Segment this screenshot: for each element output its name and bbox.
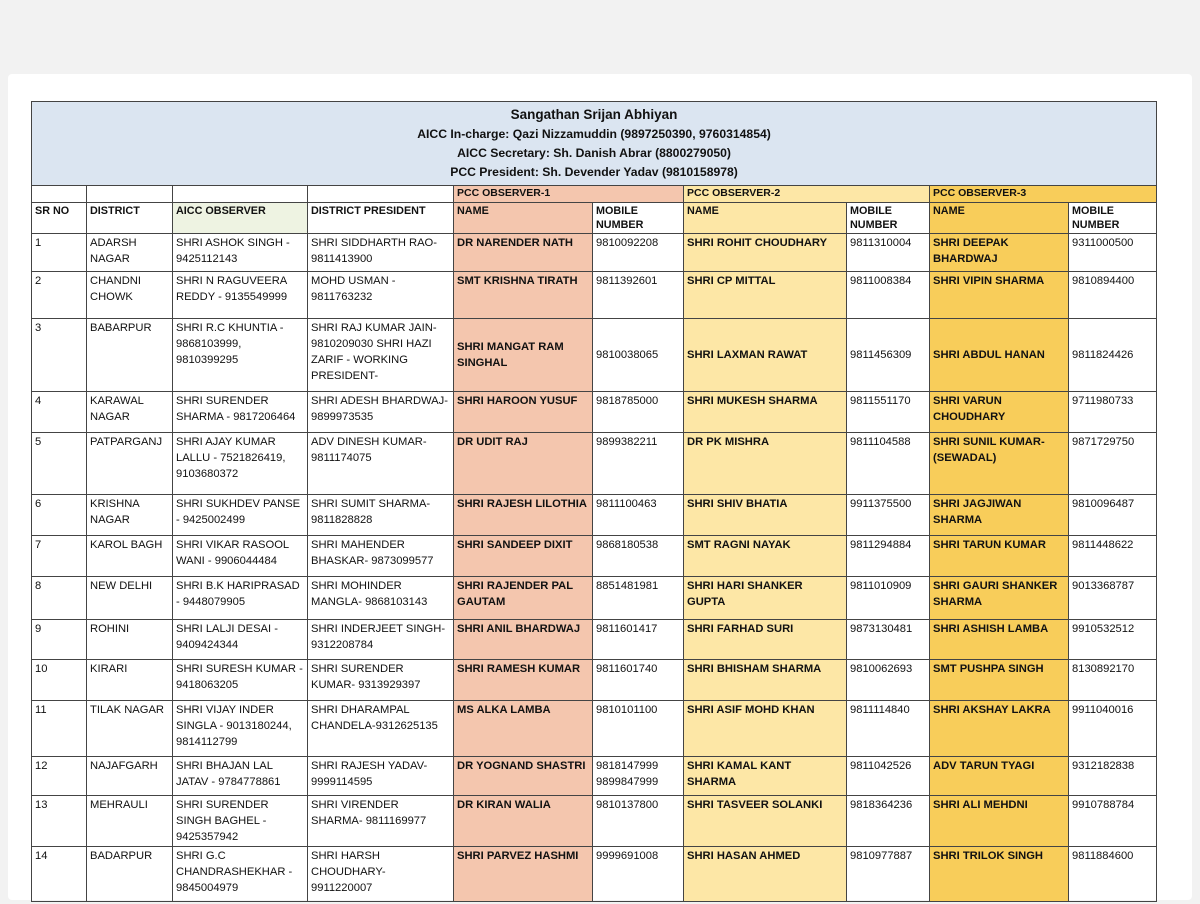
cell-observer-1-mobile: 9810137800 <box>593 796 684 847</box>
cell-observer-1-name: MS ALKA LAMBA <box>454 701 593 757</box>
cell-observer-1-name: DR NARENDER NATH <box>454 234 593 272</box>
blank-cell <box>173 186 308 203</box>
cell-observer-2-mobile: 9811551170 <box>847 392 930 433</box>
cell-observer-2-mobile: 9810977887 <box>847 847 930 902</box>
cell-observer-1-name: SHRI ANIL BHARDWAJ <box>454 620 593 660</box>
aicc-incharge: AICC In-charge: Qazi Nizzamuddin (9897250390, 9760314854) <box>417 127 771 141</box>
cell-srno: 8 <box>32 577 87 620</box>
cell-district: NEW DELHI <box>87 577 173 620</box>
cell-district: ADARSH NAGAR <box>87 234 173 272</box>
table-row <box>32 536 1157 577</box>
cell-district: BABARPUR <box>87 319 173 392</box>
cell-observer-2-mobile: 9811008384 <box>847 272 930 319</box>
cell-district: CHANDNI CHOWK <box>87 272 173 319</box>
cell-district: ROHINI <box>87 620 173 660</box>
cell-observer-2-mobile: 9811104588 <box>847 433 930 495</box>
cell-observer-1-mobile: 9868180538 <box>593 536 684 577</box>
blank-cell <box>32 186 87 203</box>
cell-observer-1-mobile: 9811100463 <box>593 495 684 536</box>
cell-srno: 14 <box>32 847 87 902</box>
cell-srno: 12 <box>32 757 87 796</box>
cell-observer-2-name: SHRI MUKESH SHARMA <box>684 392 847 433</box>
col-mobile-1: MOBILE NUMBER <box>593 203 684 234</box>
cell-observer-3-name: SHRI ALI MEHDNI <box>930 796 1069 847</box>
aicc-secretary: AICC Secretary: Sh. Danish Abrar (8800279050) <box>457 146 731 160</box>
cell-observer-3-name: SHRI AKSHAY LAKRA <box>930 701 1069 757</box>
cell-district-president: SHRI ADESH BHARDWAJ- 9899973535 <box>308 392 454 433</box>
cell-srno: 11 <box>32 701 87 757</box>
cell-district: KRISHNA NAGAR <box>87 495 173 536</box>
cell-aicc-observer: SHRI LALJI DESAI - 9409424344 <box>173 620 308 660</box>
cell-observer-2-name: SHRI TASVEER SOLANKI <box>684 796 847 847</box>
cell-observer-1-mobile: 9811601417 <box>593 620 684 660</box>
cell-district: KAROL BAGH <box>87 536 173 577</box>
cell-district-president: SHRI MAHENDER BHASKAR- 9873099577 <box>308 536 454 577</box>
cell-aicc-observer: SHRI N RAGUVEERA REDDY - 9135549999 <box>173 272 308 319</box>
cell-aicc-observer: SHRI VIJAY INDER SINGLA - 9013180244, 9814112799 <box>173 701 308 757</box>
cell-observer-3-name: SMT PUSHPA SINGH <box>930 660 1069 701</box>
cell-aicc-observer: SHRI B.K HARIPRASAD - 9448079905 <box>173 577 308 620</box>
group-observer-3: PCC OBSERVER-3 <box>930 186 1157 203</box>
cell-observer-2-name: SMT RAGNI NAYAK <box>684 536 847 577</box>
cell-observer-3-mobile: 9311000500 <box>1069 234 1157 272</box>
cell-observer-1-mobile: 8851481981 <box>593 577 684 620</box>
col-mobile-3: MOBILE NUMBER <box>1069 203 1157 234</box>
cell-observer-2-mobile: 9811042526 <box>847 757 930 796</box>
table-row <box>32 392 1157 433</box>
cell-district-president: SHRI RAJ KUMAR JAIN- 9810209030 SHRI HAZI ZARIF - WORKING PRESIDENT- <box>308 319 454 392</box>
col-mobile-2: MOBILE NUMBER <box>847 203 930 234</box>
cell-district-president: SHRI HARSH CHOUDHARY- 9911220007 <box>308 847 454 902</box>
col-aicc-observer: AICC OBSERVER <box>173 203 308 234</box>
cell-observer-3-name: SHRI ABDUL HANAN <box>930 319 1069 392</box>
col-district-president: DISTRICT PRESIDENT <box>308 203 454 234</box>
col-district: DISTRICT <box>87 203 173 234</box>
cell-observer-3-name: SHRI JAGJIWAN SHARMA <box>930 495 1069 536</box>
cell-observer-1-name: SHRI RAJENDER PAL GAUTAM <box>454 577 593 620</box>
cell-observer-1-mobile: 9810101100 <box>593 701 684 757</box>
cell-observer-1-mobile: 9899382211 <box>593 433 684 495</box>
group-observer-1: PCC OBSERVER-1 <box>454 186 684 203</box>
cell-observer-3-name: SHRI TARUN KUMAR <box>930 536 1069 577</box>
table-row <box>32 660 1157 701</box>
cell-aicc-observer: SHRI BHAJAN LAL JATAV - 9784778861 <box>173 757 308 796</box>
table-row <box>32 319 1157 392</box>
cell-observer-2-mobile: 9873130481 <box>847 620 930 660</box>
cell-observer-1-name: SHRI RAJESH LILOTHIA <box>454 495 593 536</box>
cell-srno: 7 <box>32 536 87 577</box>
cell-aicc-observer: SHRI G.C CHANDRASHEKHAR - 9845004979 <box>173 847 308 902</box>
cell-district-president: SHRI DHARAMPAL CHANDELA-9312625135 <box>308 701 454 757</box>
cell-observer-3-mobile: 9910532512 <box>1069 620 1157 660</box>
table-row <box>32 433 1157 495</box>
cell-district: KIRARI <box>87 660 173 701</box>
cell-observer-1-name: SHRI MANGAT RAM SINGHAL <box>454 319 593 392</box>
title-row <box>32 102 1157 186</box>
cell-observer-2-mobile: 9811456309 <box>847 319 930 392</box>
cell-observer-3-name: ADV TARUN TYAGI <box>930 757 1069 796</box>
pcc-president: PCC President: Sh. Devender Yadav (9810158978) <box>450 165 738 179</box>
cell-observer-3-name: SHRI VIPIN SHARMA <box>930 272 1069 319</box>
cell-observer-2-mobile: 9810062693 <box>847 660 930 701</box>
cell-observer-3-mobile: 9810096487 <box>1069 495 1157 536</box>
table-row <box>32 847 1157 902</box>
cell-observer-3-mobile: 9911040016 <box>1069 701 1157 757</box>
cell-observer-2-name: SHRI CP MITTAL <box>684 272 847 319</box>
cell-observer-1-name: SHRI HAROON YUSUF <box>454 392 593 433</box>
cell-observer-3-mobile: 9871729750 <box>1069 433 1157 495</box>
cell-srno: 9 <box>32 620 87 660</box>
cell-observer-3-name: SHRI TRILOK SINGH <box>930 847 1069 902</box>
cell-observer-3-mobile: 9013368787 <box>1069 577 1157 620</box>
cell-observer-2-name: SHRI BHISHAM SHARMA <box>684 660 847 701</box>
table-row <box>32 577 1157 620</box>
cell-observer-3-name: SHRI GAURI SHANKER SHARMA <box>930 577 1069 620</box>
cell-district-president: SHRI MOHINDER MANGLA- 9868103143 <box>308 577 454 620</box>
cell-observer-2-name: SHRI HASAN AHMED <box>684 847 847 902</box>
cell-district: NAJAFGARH <box>87 757 173 796</box>
cell-observer-1-mobile: 9999691008 <box>593 847 684 902</box>
cell-observer-1-name: DR KIRAN WALIA <box>454 796 593 847</box>
title-block <box>32 102 1157 186</box>
cell-observer-3-mobile: 9811448622 <box>1069 536 1157 577</box>
cell-srno: 10 <box>32 660 87 701</box>
cell-observer-2-name: SHRI KAMAL KANT SHARMA <box>684 757 847 796</box>
table-row <box>32 234 1157 272</box>
cell-observer-1-mobile: 9810092208 <box>593 234 684 272</box>
cell-srno: 13 <box>32 796 87 847</box>
cell-observer-3-mobile: 9910788784 <box>1069 796 1157 847</box>
cell-aicc-observer: SHRI R.C KHUNTIA - 9868103999, 9810399295 <box>173 319 308 392</box>
cell-district-president: SHRI VIRENDER SHARMA- 9811169977 <box>308 796 454 847</box>
cell-district-president: SHRI SUMIT SHARMA- 9811828828 <box>308 495 454 536</box>
observer-table <box>31 101 1157 902</box>
table-row <box>32 495 1157 536</box>
cell-district-president: MOHD USMAN - 9811763232 <box>308 272 454 319</box>
column-header-row <box>32 203 1157 234</box>
cell-observer-1-mobile: 9810038065 <box>593 319 684 392</box>
cell-aicc-observer: SHRI SURESH KUMAR - 9418063205 <box>173 660 308 701</box>
cell-observer-3-mobile: 9810894400 <box>1069 272 1157 319</box>
cell-observer-1-name: SHRI PARVEZ HASHMI <box>454 847 593 902</box>
cell-district: PATPARGANJ <box>87 433 173 495</box>
col-name-1: NAME <box>454 203 593 234</box>
cell-srno: 2 <box>32 272 87 319</box>
cell-district-president: ADV DINESH KUMAR- 9811174075 <box>308 433 454 495</box>
cell-observer-2-name: SHRI ROHIT CHOUDHARY <box>684 234 847 272</box>
cell-observer-3-name: SHRI SUNIL KUMAR- (SEWADAL) <box>930 433 1069 495</box>
cell-observer-1-name: DR YOGNAND SHASTRI <box>454 757 593 796</box>
cell-observer-1-mobile: 9818785000 <box>593 392 684 433</box>
cell-observer-2-mobile: 9811294884 <box>847 536 930 577</box>
cell-district: KARAWAL NAGAR <box>87 392 173 433</box>
cell-srno: 3 <box>32 319 87 392</box>
table-row <box>32 620 1157 660</box>
cell-observer-1-name: DR UDIT RAJ <box>454 433 593 495</box>
cell-observer-3-mobile: 8130892170 <box>1069 660 1157 701</box>
cell-observer-3-mobile: 9811884600 <box>1069 847 1157 902</box>
cell-srno: 5 <box>32 433 87 495</box>
cell-aicc-observer: SHRI VIKAR RASOOL WANI - 9906044484 <box>173 536 308 577</box>
col-srno: SR NO <box>32 203 87 234</box>
cell-observer-2-mobile: 9811010909 <box>847 577 930 620</box>
cell-observer-2-name: SHRI LAXMAN RAWAT <box>684 319 847 392</box>
cell-observer-2-mobile: 9811310004 <box>847 234 930 272</box>
cell-district-president: SHRI INDERJEET SINGH- 9312208784 <box>308 620 454 660</box>
cell-aicc-observer: SHRI SURENDER SINGH BAGHEL - 9425357942 <box>173 796 308 847</box>
document-title: Sangathan Srijan Abhiyan <box>510 107 678 122</box>
cell-observer-1-name: SHRI RAMESH KUMAR <box>454 660 593 701</box>
cell-srno: 6 <box>32 495 87 536</box>
cell-observer-3-name: SHRI DEEPAK BHARDWAJ <box>930 234 1069 272</box>
blank-cell <box>308 186 454 203</box>
table-row <box>32 796 1157 847</box>
cell-aicc-observer: SHRI SUKHDEV PANSE - 9425002499 <box>173 495 308 536</box>
cell-observer-3-name: SHRI VARUN CHOUDHARY <box>930 392 1069 433</box>
group-header-row <box>32 186 1157 203</box>
cell-district: MEHRAULI <box>87 796 173 847</box>
cell-observer-2-name: SHRI FARHAD SURI <box>684 620 847 660</box>
cell-observer-1-name: SHRI SANDEEP DIXIT <box>454 536 593 577</box>
cell-observer-3-mobile: 9312182838 <box>1069 757 1157 796</box>
cell-srno: 4 <box>32 392 87 433</box>
table-row <box>32 272 1157 319</box>
col-name-3: NAME <box>930 203 1069 234</box>
group-observer-2: PCC OBSERVER-2 <box>684 186 930 203</box>
cell-observer-3-name: SHRI ASHISH LAMBA <box>930 620 1069 660</box>
cell-aicc-observer: SHRI ASHOK SINGH - 9425112143 <box>173 234 308 272</box>
col-name-2: NAME <box>684 203 847 234</box>
cell-district: TILAK NAGAR <box>87 701 173 757</box>
cell-observer-3-mobile: 9811824426 <box>1069 319 1157 392</box>
cell-observer-2-mobile: 9911375500 <box>847 495 930 536</box>
cell-observer-1-mobile: 9818147999 9899847999 <box>593 757 684 796</box>
cell-district-president: SHRI SIDDHARTH RAO- 9811413900 <box>308 234 454 272</box>
table-row <box>32 757 1157 796</box>
cell-district: BADARPUR <box>87 847 173 902</box>
cell-observer-2-name: DR PK MISHRA <box>684 433 847 495</box>
cell-observer-2-name: SHRI SHIV BHATIA <box>684 495 847 536</box>
cell-observer-3-mobile: 9711980733 <box>1069 392 1157 433</box>
cell-observer-2-mobile: 9811114840 <box>847 701 930 757</box>
cell-srno: 1 <box>32 234 87 272</box>
cell-district-president: SHRI SURENDER KUMAR- 9313929397 <box>308 660 454 701</box>
cell-observer-1-mobile: 9811601740 <box>593 660 684 701</box>
cell-aicc-observer: SHRI SURENDER SHARMA - 9817206464 <box>173 392 308 433</box>
blank-cell <box>87 186 173 203</box>
cell-observer-1-name: SMT KRISHNA TIRATH <box>454 272 593 319</box>
cell-district-president: SHRI RAJESH YADAV- 9999114595 <box>308 757 454 796</box>
cell-aicc-observer: SHRI AJAY KUMAR LALLU - 7521826419, 9103680372 <box>173 433 308 495</box>
cell-observer-2-mobile: 9818364236 <box>847 796 930 847</box>
table-row <box>32 701 1157 757</box>
cell-observer-2-name: SHRI HARI SHANKER GUPTA <box>684 577 847 620</box>
cell-observer-2-name: SHRI ASIF MOHD KHAN <box>684 701 847 757</box>
cell-observer-1-mobile: 9811392601 <box>593 272 684 319</box>
